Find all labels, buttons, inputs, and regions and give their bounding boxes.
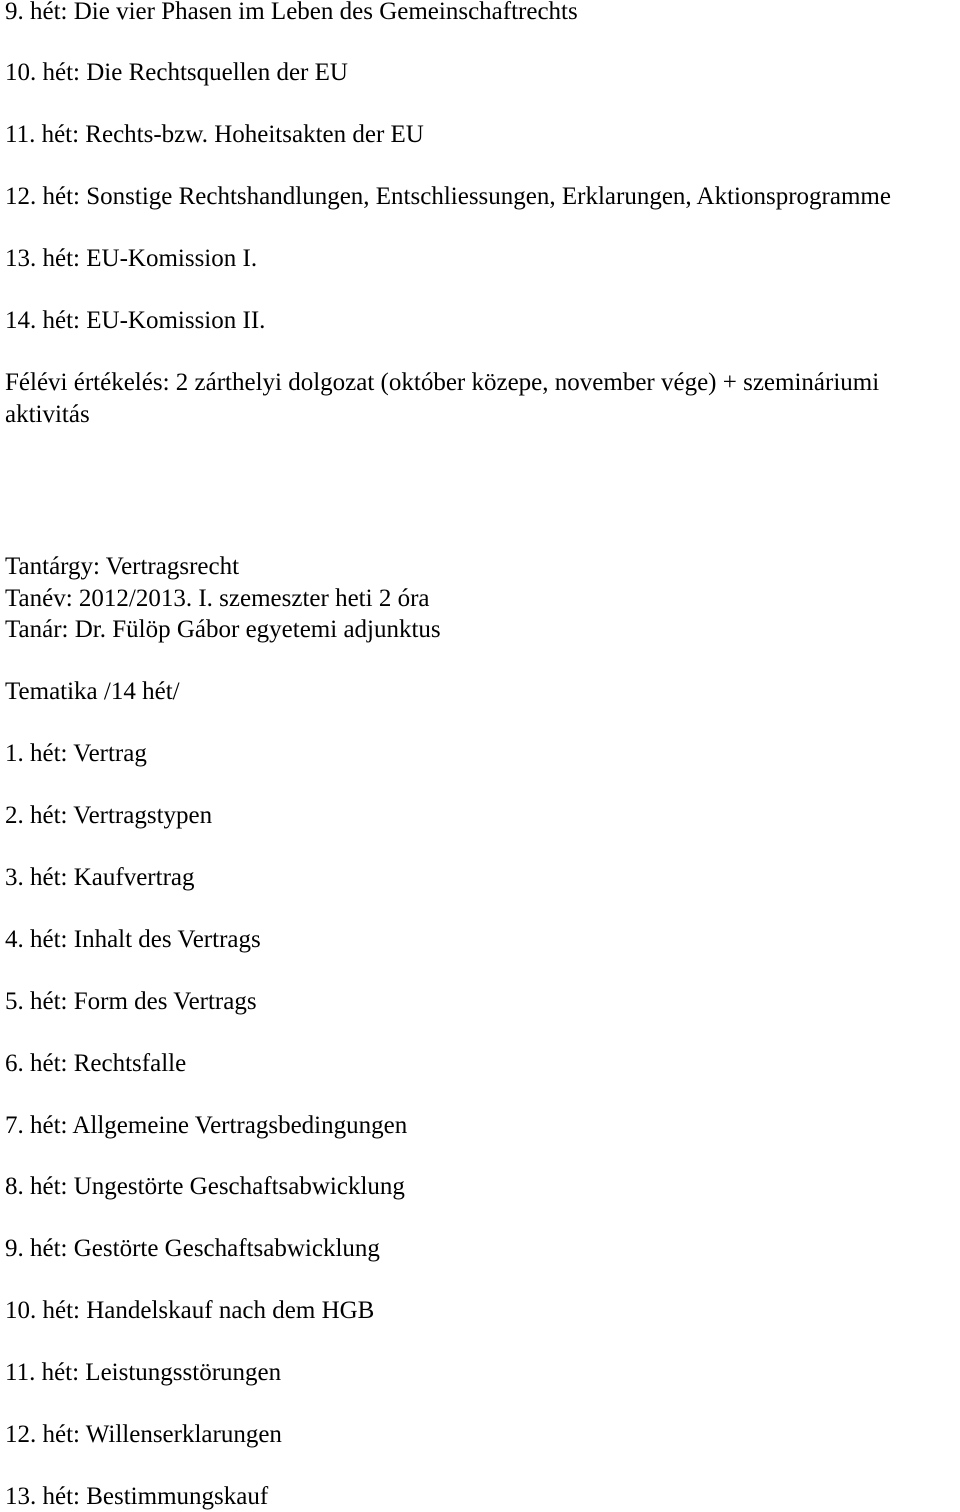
- week-line: 7. hét: Allgemeine Vertragsbedingungen: [5, 1112, 408, 1139]
- week-line: 1. hét: Vertrag: [5, 740, 147, 767]
- week-line: 4. hét: Inhalt des Vertrags: [5, 926, 261, 953]
- week-line: 6. hét: Rechtsfalle: [5, 1050, 187, 1077]
- week-line: 13. hét: Bestimmungskauf: [5, 1483, 269, 1510]
- subject-line: Tantárgy: Vertragsrecht: [5, 553, 240, 580]
- syllabus-heading: Tematika /14 hét/: [5, 678, 180, 705]
- week-line: 3. hét: Kaufvertrag: [5, 864, 195, 891]
- week-line: 2. hét: Vertragstypen: [5, 802, 213, 829]
- week-line: 5. hét: Form des Vertrags: [5, 988, 257, 1015]
- academic-year-line: Tanév: 2012/2013. I. szemeszter heti 2 óra: [5, 585, 430, 612]
- week-line: 11. hét: Leistungsstörungen: [5, 1359, 282, 1386]
- week-line: 12. hét: Sonstige Rechtshandlungen, Entschliessungen, Erklarungen, Aktionsprogramme: [5, 183, 891, 210]
- teacher-line: Tanár: Dr. Fülöp Gábor egyetemi adjunktus: [5, 616, 441, 643]
- week-line: 8. hét: Ungestörte Geschaftsabwicklung: [5, 1173, 405, 1200]
- week-line: 11. hét: Rechts-bzw. Hoheitsakten der EU: [5, 121, 424, 148]
- week-line: 9. hét: Gestörte Geschaftsabwicklung: [5, 1235, 380, 1262]
- week-line: 9. hét: Die vier Phasen im Leben des Gemeinschaftrechts: [5, 0, 578, 25]
- week-line: 12. hét: Willenserklarungen: [5, 1421, 282, 1448]
- week-line: 14. hét: EU-Komission II.: [5, 307, 266, 334]
- week-line: 13. hét: EU-Komission I.: [5, 245, 258, 272]
- week-line: 10. hét: Die Rechtsquellen der EU: [5, 59, 348, 86]
- evaluation-text: Félévi értékelés: 2 zárthelyi dolgozat (október közepe, november vége) + szemináriumi aktivitás: [5, 369, 880, 428]
- week-line: 10. hét: Handelskauf nach dem HGB: [5, 1297, 375, 1324]
